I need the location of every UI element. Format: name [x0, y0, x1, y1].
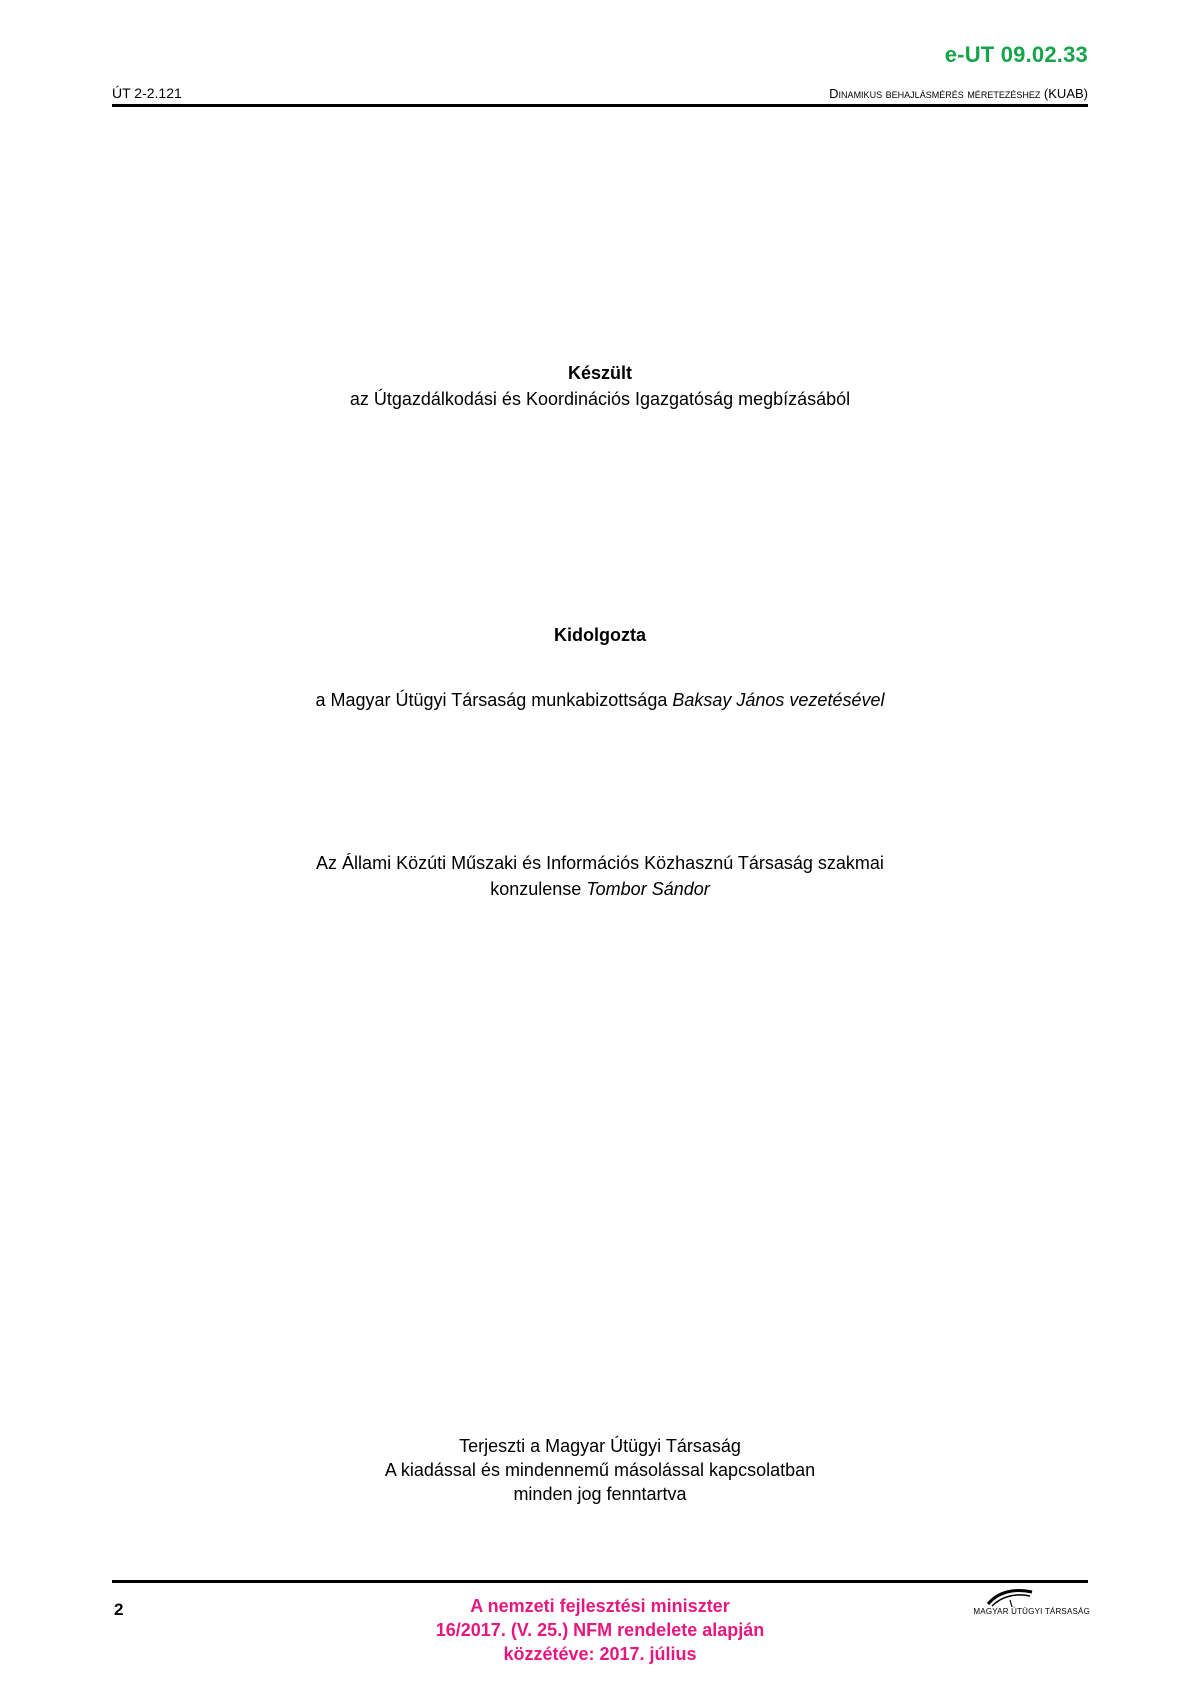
consultant-name: Tombor Sándor: [586, 879, 710, 899]
developed-heading-text: Kidolgozta: [554, 625, 646, 645]
consultant-line2: [112, 876, 1088, 902]
prepared-section: [112, 360, 1088, 412]
bridge-logo-icon: [986, 1586, 1034, 1608]
developed-heading: [112, 622, 1088, 648]
distribution-line3: minden jog fenntartva: [513, 1484, 687, 1504]
publication-note-line1: A nemzeti fejlesztési miniszter: [470, 1596, 730, 1616]
society-logo: [930, 1586, 1090, 1616]
distribution-line1: Terjeszti a Magyar Útügyi Társaság: [459, 1436, 741, 1456]
publication-note-line2: 16/2017. (V. 25.) NFM rendelete alapján: [435, 1620, 765, 1640]
consultant-section: [112, 850, 1088, 902]
prepared-heading: Készült: [567, 363, 632, 383]
document-code: e-UT 09.02.33: [944, 42, 1088, 67]
document-title: Dinamikus behajlásmérés méretezéshez (KUAB): [829, 86, 1088, 101]
consultant-role: konzulense: [490, 879, 582, 899]
distribution-line2: A kiadással és mindennemű másolással kapcsolatban: [384, 1460, 816, 1480]
prepared-text: az Útgazdálkodási és Koordinációs Igazgatóság megbízásából: [349, 389, 851, 409]
footer-rule: [112, 1580, 1088, 1583]
developed-leader: Baksay János vezetésével: [672, 690, 885, 710]
page-header: [112, 84, 1088, 107]
page-number: 2: [114, 1600, 124, 1619]
publication-note: [350, 1594, 850, 1666]
distribution-section: [112, 1434, 1088, 1506]
developed-section: [112, 687, 1088, 713]
consultant-line1: Az Állami Közúti Műszaki és Információs Közhasznú Társaság szakmai: [316, 853, 884, 873]
developed-text: a Magyar Útügyi Társaság munkabizottsága: [315, 690, 668, 710]
publication-note-line3: közzétéve: 2017. július: [503, 1644, 697, 1664]
logo-text: MAGYAR ÚTÜGYI TÁRSASÁG: [973, 1607, 1090, 1616]
standard-number: ÚT 2-2.121: [112, 85, 182, 101]
